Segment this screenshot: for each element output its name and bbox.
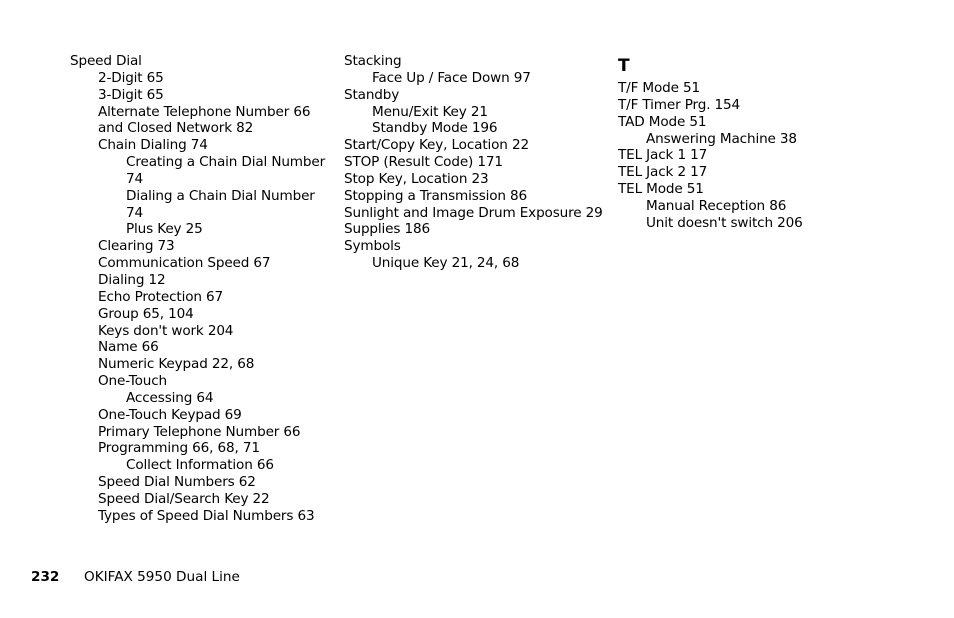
index-subentry: Unit doesn't switch 206: [646, 214, 803, 231]
index-entry: Start/Copy Key, Location 22: [344, 137, 529, 154]
index-entry: T/F Timer Prg. 154: [618, 96, 741, 113]
index-column-2: [344, 53, 609, 272]
index-subentry: Menu/Exit Key 21: [372, 103, 488, 120]
index-subentry: Dialing a Chain Dial Number: [126, 187, 315, 204]
index-subentry: Keys don't work 204: [98, 322, 234, 339]
index-subentry: Collect Information 66: [126, 457, 274, 474]
index-subentry: Primary Telephone Number 66: [98, 423, 301, 440]
index-subentry: Unique Key 21, 24, 68: [372, 255, 520, 272]
index-subentry: One-Touch: [98, 373, 168, 390]
index-entry: Stop Key, Location 23: [344, 170, 489, 187]
index-column-1: [70, 53, 326, 525]
document-title: OKIFAX 5950 Dual Line: [84, 569, 240, 585]
index-entry: TAD Mode 51: [618, 113, 707, 130]
index-entry: TEL Jack 2 17: [618, 164, 708, 181]
index-subentry: Clearing 73: [98, 238, 175, 255]
index-subentry: Communication Speed 67: [98, 255, 271, 272]
index-subentry: Accessing 64: [126, 389, 214, 406]
index-subentry: 3-Digit 65: [98, 86, 164, 103]
index-subentry: Creating a Chain Dial Number: [126, 154, 326, 171]
index-entry: Symbols: [344, 238, 401, 255]
index-subentry: Echo Protection 67: [98, 288, 224, 305]
page-footer: [31, 568, 240, 586]
index-entry: T/F Mode 51: [618, 80, 701, 96]
index-subentry: Face Up / Face Down 97: [372, 69, 531, 86]
index-entry: Sunlight and Image Drum Exposure 29: [344, 204, 603, 221]
index-subentry: Chain Dialing 74: [98, 137, 208, 154]
index-subentry: Programming 66, 68, 71: [98, 440, 260, 457]
index-entry: Speed Dial: [70, 53, 142, 69]
index-subentry: 74: [126, 170, 143, 187]
index-subentry: Standby Mode 196: [372, 120, 498, 137]
index-entry: Supplies 186: [344, 221, 430, 238]
index-entry: TEL Jack 1 17: [618, 147, 708, 164]
index-entry: TEL Mode 51: [618, 181, 704, 198]
index-subentry: 74: [126, 204, 143, 221]
index-subentry: Speed Dial Numbers 62: [98, 474, 256, 491]
index-subentry: Name 66: [98, 339, 159, 356]
index-subentry: Plus Key 25: [126, 221, 203, 238]
index-column-3: [618, 53, 888, 232]
index-subentry: Speed Dial/Search Key 22: [98, 490, 270, 507]
index-subentry: Group 65, 104: [98, 305, 194, 322]
index-subentry: 2-Digit 65: [98, 69, 164, 86]
index-entry: STOP (Result Code) 171: [344, 154, 503, 171]
page-number: 232: [31, 569, 60, 585]
index-entry: Standby: [344, 86, 400, 103]
index-subentry: Numeric Keypad 22, 68: [98, 356, 255, 373]
index-subentry: Dialing 12: [98, 271, 166, 288]
index-subentry: Types of Speed Dial Numbers 63: [98, 507, 315, 524]
index-subentry: Manual Reception 86: [646, 197, 787, 214]
index-subentry: One-Touch Keypad 69: [98, 406, 242, 423]
index-subentry: and Closed Network 82: [98, 120, 254, 137]
index-entry: Stacking: [344, 53, 402, 69]
index-subentry: Alternate Telephone Number 66: [98, 103, 311, 120]
index-letter-heading: T: [618, 56, 630, 76]
index-entry: Stopping a Transmission 86: [344, 187, 528, 204]
index-subentry: Answering Machine 38: [646, 130, 797, 147]
